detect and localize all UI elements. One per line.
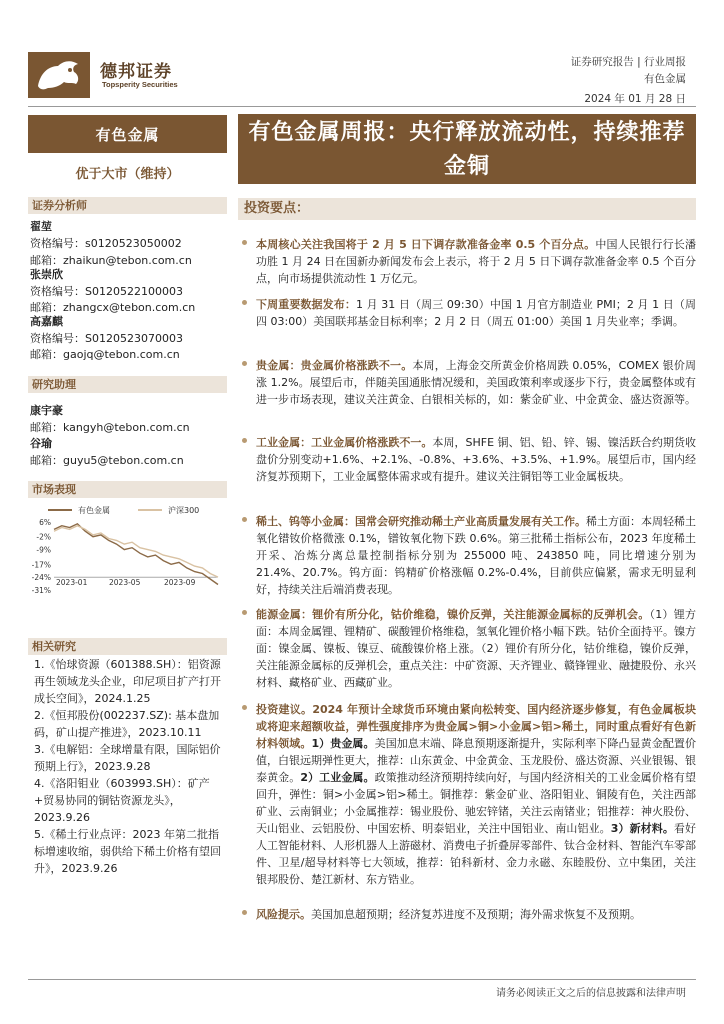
legend-label: 沪深300	[168, 506, 200, 515]
bullet-icon	[242, 300, 247, 305]
point-highlight: 下周重要数据发布：	[256, 298, 356, 311]
sector-label: 有色金属	[28, 115, 227, 153]
point-energy-metals	[244, 606, 696, 691]
point-text: （1）锂方面：本周金属锂、锂精矿、碳酸锂价格维稳，氢氧化锂价格小幅下跌。钴价全面持平。镍方面：镍金属、镍板、镍豆、硫酸镍价格上涨。（2）锂价有所分化，钴价维稳，镍价反弹，关注能源金属标的反弹机会，重点关注：中矿资源、天齐锂业、赣锋锂业、融捷股份、永兴材料、藏格矿业、西藏矿业。	[256, 608, 697, 689]
point-precious-metals	[244, 357, 696, 408]
point-highlight: 工业金属：工业金属价格涨跌不一。	[256, 436, 433, 449]
point-text: 中国人民银行行长潘功胜 1 月 24 日在国新办新闻发布会上表示，将于 2 月 5 日下调存款准备金率 0.5 个百分点，向市场提供流动性 1 万亿元。	[256, 238, 696, 285]
sub-heading: 1）贵金属。	[311, 737, 375, 750]
related-item[interactable]: 4.《洛阳钼业（603993.SH）：矿产+贸易协同的铜钴资源龙头》，2023.9.26	[34, 777, 210, 824]
logo-mark	[28, 52, 90, 98]
assistant-email: 邮箱：guyu5@tebon.com.cn	[30, 454, 184, 467]
series-line-sector	[54, 524, 218, 588]
sub-heading: 3）新材料。	[610, 822, 674, 835]
analysts-heading: 证券分析师	[28, 197, 227, 214]
sub-heading: 2）工业金属。	[300, 771, 375, 784]
point-text: 美国加息超预期；经济复苏进度不及预期；海外需求恢复不及预期。	[311, 908, 641, 921]
point-text: 稀土方面：本周轻稀土氧化镨钕价格微涨 0.1%，镨钕氧化物下跌 0.6%。第三批稀土指标公布，2023 年度稀土开采、冶炼分离总量控制指标分别为 255000 吨、243850 吨，同比增速分别为 21.4%、20.7%。钨方面：钨精矿价格涨幅 0.2%-0.4%，目前供应偏紧，需求无明显利好，持续关注后端消费表现。	[256, 515, 696, 596]
report-date: 2024 年 01 月 28 日	[584, 93, 686, 105]
header-sector: 有色金属	[644, 73, 686, 85]
assistant-name: 谷瑜	[30, 437, 52, 450]
point-text: 1 月 31 日（周三 09:30）中国 1 月官方制造业 PMI；2 月 1 日（周四 03:00）美国联邦基金目标利率；2 月 2 日（周五 01:00）美国 1 月失业率；季调。	[256, 298, 696, 328]
brand-name-en: Topsperity Securities	[102, 80, 178, 89]
point-highlight: 投资建议。2024 年预计全球货币环境由紧向松转变、国内经济逐步修复，有色金属板块或将迎来超额收益，弹性强度排序为贵金属>铜>小金属>铝>稀土，同时重点看好有色新材料领域。	[256, 703, 696, 750]
related-item[interactable]: 3.《电解铝：全球增量有限，国际铝价预期上行》，2023.9.28	[34, 743, 221, 773]
market-heading: 市场表现	[28, 481, 227, 498]
analyst-name: 高嘉麒	[30, 315, 63, 328]
bull-logo-icon	[34, 56, 84, 94]
analyst-cert: 资格编号：S0120522100003	[30, 285, 183, 298]
y-tick-label: -2%	[36, 532, 51, 542]
assistant-name: 康宇豪	[30, 404, 63, 417]
point-text: 政策推动经济预期持续向好，与国内经济相关的工业金属价格有望回升，弹性：铜>小金属>铝>稀土。铜推荐：紫金矿业、洛阳钼业、铜陵有色，关注西部矿业、云南铜业；小金属推荐：锡业股份、驰宏锌锗，关注云南锗业；铝推荐：神火股份、天山铝业、云铝股份、中国宏桥、明泰铝业，关注中国铝业、南山铝业。	[256, 771, 697, 835]
y-tick-label: -31%	[31, 586, 51, 595]
y-tick-label: -17%	[31, 560, 51, 570]
point-highlight: 贵金属：贵金属价格涨跌不一。	[256, 359, 413, 372]
y-tick-label: -24%	[31, 573, 51, 583]
market-chart	[28, 502, 227, 612]
analyst-email: 邮箱：gaojq@tebon.com.cn	[30, 348, 180, 361]
bullet-icon	[242, 517, 247, 522]
bullet-icon	[242, 610, 247, 615]
rating: 优于大市（维持）	[75, 167, 180, 182]
disclaimer-note: 请务必阅读正文之后的信息披露和法律声明	[496, 988, 686, 999]
point-text: 看好人工智能材料、人形机器人上游磁材、消费电子折叠屏零部件、钛合金材料、智能汽车零部件、卫星/超导材料等七大领域，推荐：铂科新材、金力永磁、东睦股份、立中集团，关注银邦股份、楚江新材、东方锆业。	[256, 822, 697, 886]
point-highlight: 稀土、钨等小金属：国常会研究推动稀土产业高质量发展有关工作。	[256, 515, 586, 528]
point-text: 本周，SHFE 铜、铝、铅、锌、锡、镍活跃合约期货收盘价分别变动+1.6%、+2.1%、-0.8%、+3.6%、+3.5%、+1.9%。展望后市，国内经济复苏预期下，工业金属整体需求或有提升。建议关注铜铝等工业金属板块。	[256, 436, 696, 483]
footer-divider	[28, 979, 696, 980]
report-title: 有色金属周报：央行释放流动性，持续推荐金铜	[238, 114, 696, 184]
point-highlight: 本周核心关注我国将于 2 月 5 日下调存款准备金率 0.5 个百分点。	[256, 238, 596, 251]
series-line-index	[54, 526, 218, 577]
brand-name: 德邦证券	[100, 62, 172, 82]
related-list	[34, 656, 226, 877]
point-highlight: 能源金属：锂价有所分化，钴价维稳，镍价反弹，关注能源金属标的反弹机会。	[256, 608, 650, 621]
x-tick-label: 2023-09	[164, 578, 196, 588]
assistant-email: 邮箱：kangyh@tebon.com.cn	[30, 421, 190, 434]
point-industrial-metals	[244, 434, 696, 485]
point-rare-earth	[244, 513, 696, 598]
point-data-release	[244, 296, 696, 330]
investment-heading: 投资要点：	[238, 198, 696, 220]
analyst-cert: 资格编号：s0120523050002	[30, 237, 182, 250]
y-tick-label: 6%	[39, 518, 51, 527]
bullet-icon	[242, 438, 247, 443]
assistant-heading: 研究助理	[28, 376, 227, 393]
point-highlight: 风险提示。	[256, 908, 311, 921]
point-core-focus	[244, 236, 696, 287]
related-item[interactable]: 2.《恒邦股份(002237.SZ): 基本盘加码，矿山提产推进》，2023.10.11	[34, 709, 220, 739]
related-item[interactable]: 5.《稀土行业点评：2023 年第二批指标增速收缩，弱供给下稀土价格有望回升》，2023.9.26	[34, 828, 221, 875]
analyst-cert: 资格编号：S0120523070003	[30, 332, 183, 345]
analyst-email: 邮箱：zhangcx@tebon.com.cn	[30, 301, 196, 314]
y-tick-label: -9%	[36, 545, 51, 555]
point-investment-advice	[244, 701, 696, 888]
point-risk	[244, 906, 696, 923]
bullet-icon	[242, 705, 247, 710]
analyst-email: 邮箱：zhaikun@tebon.com.cn	[30, 254, 192, 267]
related-item[interactable]: 1.《怡球资源（601388.SH）：铝资源再生领域龙头企业，印尼项目扩产打开成长空间》，2024.1.25	[34, 658, 221, 705]
analyst-name: 张崇欣	[30, 268, 63, 281]
x-tick-label: 2023-01	[56, 578, 88, 588]
bullet-icon	[242, 361, 247, 366]
legend-label: 有色金属	[78, 506, 110, 515]
analyst-name: 翟堃	[30, 220, 52, 233]
point-text: 本周，上海金交所黄金价格周跌 0.05%，COMEX 银价周涨 1.2%。展望后市，伴随美国通胀情况缓和，美国政策利率或逐步下行，贵金属整体或有进一步市场表现，建议关注黄金、白银相关标的，如：紫金矿业、中金黄金、盛达资源等。	[256, 359, 696, 406]
related-heading: 相关研究	[28, 638, 227, 655]
bullet-icon	[242, 240, 247, 245]
header-divider	[28, 106, 696, 107]
x-tick-label: 2023-05	[109, 578, 141, 588]
point-text: 美国加息末端、降息预期逐渐提升，实际利率下降凸显黄金配置价值，白银远期弹性更大，推荐：山东黄金、中金黄金、玉龙股份、盛达资源、兴业银锡、银泰黄金。	[256, 737, 697, 784]
bullet-icon	[242, 910, 247, 915]
report-type: 证券研究报告 | 行业周报	[570, 56, 686, 68]
